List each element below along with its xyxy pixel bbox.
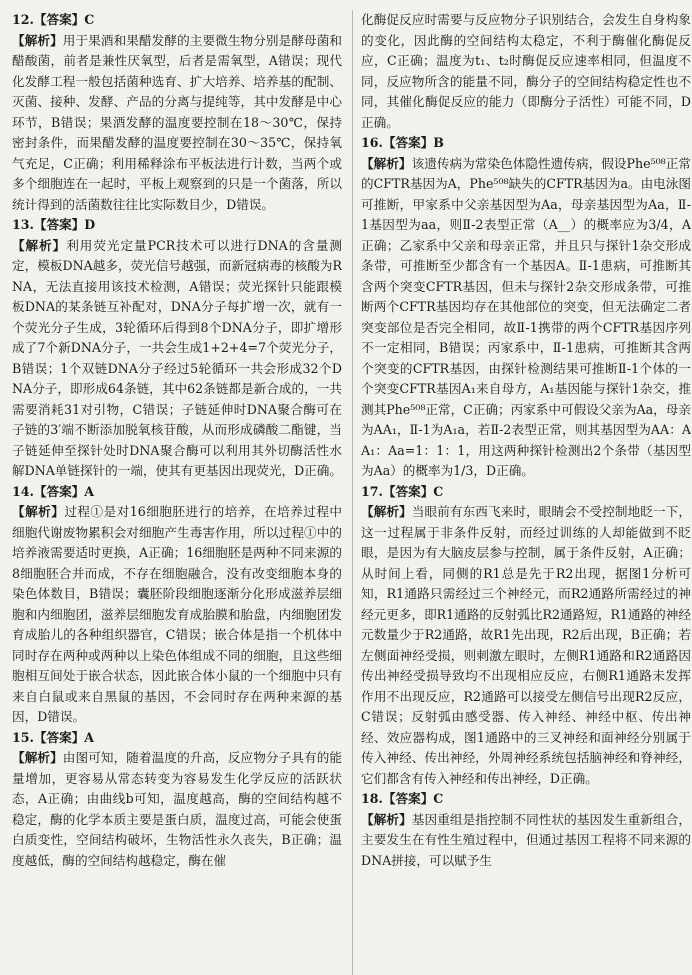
analysis-text: 过程①是对16细胞胚进行的培养，在培养过程中细胞代谢废物累积会对细胞产生毒害作用，所以过程①中的培养液需要适时更换，A正确；16细胞胚是两种不同来源的8细胞胚合并而成，不存在细胞融合，没有改变细胞本身的染色体数目，B错误；囊胚阶段细胞逐渐分化形成滋养层细胞和内细胞团，滋养层细胞发育成胎膜和胎盘，内细胞团发育成胎儿的各种组织器官，C错误；嵌合体是指一个机体中同时存在两种或两种以上染色体组成不同的细胞，且这些细胞相互间处于嵌合状态，因此嵌合体小鼠的一个细胞中只有来自白鼠或来自黑鼠的基因，不会同时存在两种来源的基因，D错误。	[12, 504, 342, 724]
analysis-tag: 【解析】	[12, 237, 67, 253]
answer-block-18	[361, 789, 691, 871]
answer-heading: 16.【答案】B	[361, 135, 444, 150]
answer-heading: 13.【答案】D	[12, 217, 96, 232]
answer-heading: 12.【答案】C	[12, 12, 95, 27]
analysis-text: 基因重组是指控制不同性状的基因发生重新组合，主要发生在有性生殖过程中，但通过基因工程将不同来源的DNA拼接，可以赋予生	[361, 811, 691, 868]
answer-block-14	[12, 482, 342, 728]
analysis-text: 利用荧光定量PCR技术可以进行DNA的含量测定，模板DNA越多，荧光信号越强，而新冠病毒的核酸为RNA，无法直接用该技术检测，A错误；荧光探针只能跟模板DNA的某条链互补配对，DNA分子每扩增一次，就有一个荧光分子生成，3轮循环后得到8个DNA分子，即扩增形成了7个新DNA分子，一共会生成1+2+4=7个荧光分子，B错误；1个双链DNA分子经过5轮循环一共会形成32个DNA分子，即形成64条链，其中62条链都是新合成的，一共需要消耗31对引物，C错误；子链延伸时DNA聚合酶可在子链的3′端不断添加脱氧核苷酸，从而形成磷酸二酯键，当子链延伸至探针处时DNA聚合酶可以利用其外切酶活性水解DNA单链探针的一端，使其有更基因出现荧光，D正确。	[12, 237, 342, 478]
answer-heading: 15.【答案】A	[12, 729, 95, 745]
answer-block-15-continued	[361, 10, 691, 133]
right-column	[352, 10, 691, 975]
answer-heading: 17.【答案】C	[361, 483, 444, 499]
analysis-tag: 【解析】	[12, 750, 63, 765]
answer-heading: 18.【答案】C	[361, 791, 444, 806]
answer-block-17	[361, 482, 691, 790]
analysis-text: 当眼前有东西飞来时，眼睛会不受控制地眨一下，这一过程属于非条件反射，而经过训练的人却能做到不眨眼，是因为有大脑皮层参与控制，属于条件反射，A正确；从时间上看，同侧的R1总是先于R2出现，据图1分析可知，R1通路只需经过三个神经元，而R2通路所需经过的神经元更多，即R1通路的反射弧比R2通路短，R1通路的神经元数量少于R2通路，故R1先出现，R2后出现，B正确；若左侧面神经受损，则刺激左眼时，左侧R1通路和R2通路因传出神经受损导致均不出现相应反应，右侧R1通路未发挥作用不出现反应，R2通路可以接受左侧信号出现R2反应，C错误；反射弧由感受器、传入神经、神经中枢、传出神经、效应器构成，图1通路中的三叉神经和面神经分别属于传入神经、传出神经，外周神经系统包括脑神经和脊神经，它们都含有传入神经和传出神经，D正确。	[361, 504, 691, 786]
analysis-text: 用于果酒和果醋发酵的主要微生物分别是酵母菌和醋酸菌，前者是兼性厌氧型，后者是需氧型，A错误；现代化发酵工程一般包括菌种选育、扩大培养、培养基的配制、灭菌、接种、发酵、产品的分离与提纯等，其中发酵是中心环节，B错误；果酒发酵的温度要控制在18～30℃，保持密封条件，而果醋发酵的温度要控制在30～35℃，保持氧气充足，C正确；利用稀释涂布平板法进行计数，当两个或多个细胞连在一起时，平板上观察到的只是一个菌落，所以统计得到的活菌数往往比实际数目少，D错误。	[12, 32, 342, 212]
analysis-tag: 【解析】	[361, 504, 412, 519]
answer-block-12	[12, 10, 342, 215]
answer-block-15	[12, 728, 342, 872]
left-column	[12, 10, 342, 975]
analysis-tag: 【解析】	[361, 811, 412, 827]
analysis-tag: 【解析】	[361, 155, 412, 171]
answer-block-16	[361, 133, 691, 482]
analysis-tag: 【解析】	[12, 504, 65, 519]
analysis-tag: 【解析】	[12, 32, 63, 48]
analysis-text: 该遗传病为常染色体隐性遗传病，假设Phe⁵⁰⁸正常的CFTR基因为A，Phe⁵⁰⁸缺失的CFTR基因为a。由电泳图可推断，甲家系中父亲基因型为Aa，母亲基因型为Aa，Ⅱ-1基因型为aa，则Ⅱ-2表型正常（A__）的概率应为3/4，A正确；乙家系中父亲和母亲正常，并且只与探针1杂交形成条带，可推断至少都含有一个基因A。Ⅱ-1患病，可推断其含两个突变CFTR基因，但未与探针2杂交形成条带，可推断两个CFTR基因均存在其他部位的突变，但无法确定二者突变部位是否完全相同，故Ⅱ-1携带的两个CFTR基因序列不一定相同，B错误；丙家系中，Ⅱ-1患病，可推断其含两个突变的CFTR基因，由探针检测结果可推断Ⅱ-1个体的一个突变CFTR基因A₁来自母方，A₁基因能与探针1杂交，推测其Phe⁵⁰⁸正常，C正确；丙家系中可假设父亲为Aa，母亲为AA₁，Ⅱ-1为A₁a，若Ⅱ-2表型正常，则其基因型为AA：AA₁：Aa=1：1：1，用这两种探针检测出2个条带（基因型为Aa）的概率为1/3，D正确。	[361, 155, 691, 478]
answer-heading: 14.【答案】A	[12, 483, 95, 499]
analysis-text: 化酶促反应时需要与反应物分子识别结合，会发生自身构象的变化，因此酶的空间结构太稳定，不利于酶催化酶促反应，C正确；温度为t₁、t₂时酶促反应速率相同，但温度不同，反应物所含的能量不同，酶分子的空间结构稳定性也不同，其催化酶促反应的能力（即酶分子活性）可能不同，D正确。	[361, 12, 691, 130]
analysis-text: 由图可知，随着温度的升高，反应物分子具有的能量增加，更容易从常态转变为容易发生化学反应的活跃状态，A正确；由曲线b可知，温度越高，酶的空间结构越不稳定，酶的化学本质主要是蛋白质，温度过高，可能会使蛋白质变性，空间结构破坏，生物活性永久丧失，B正确；温度越低，酶的空间结构越稳定，酶在催	[12, 750, 342, 868]
answer-block-13	[12, 215, 342, 482]
